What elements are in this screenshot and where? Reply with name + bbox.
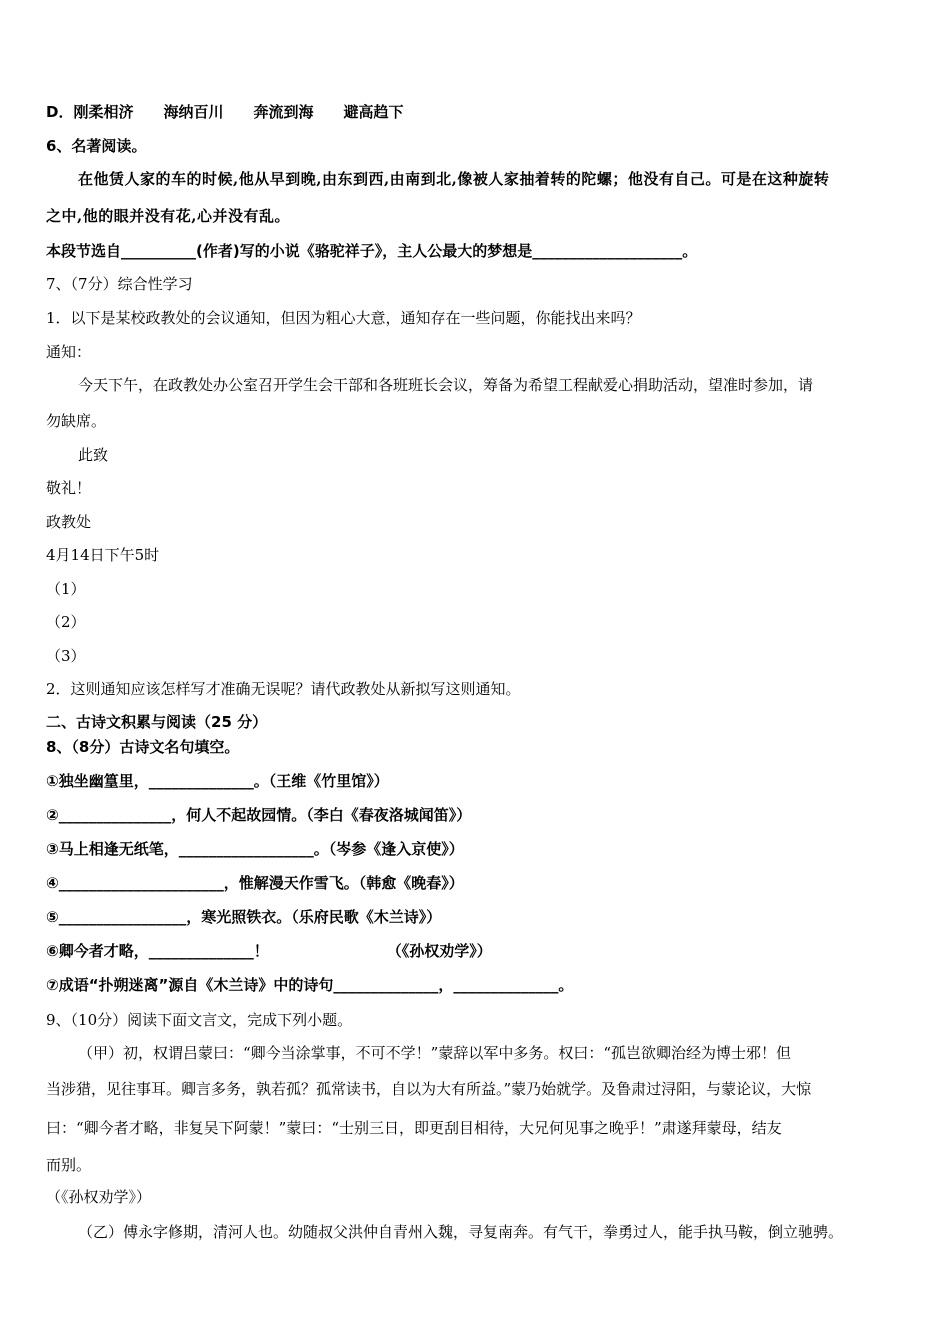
notice-closing-1: 此致 <box>78 446 109 464</box>
answer-blank-1: （1） <box>46 580 86 598</box>
question-7-heading: 7、（7分）综合性学习 <box>46 275 193 293</box>
notice-body-line-1: 今天下午，在政教处办公室召开学生会干部和各班班长会议，筹备为希望工程献爱心捐助活动，望准时参加，请 <box>78 376 814 394</box>
question-6-prompt: 本段节选自__________(作者)写的小说《骆驼祥子》，主人公最大的梦想是____________________。 <box>46 242 698 260</box>
question-8-heading: 8、（8分）古诗文名句填空。 <box>46 738 240 756</box>
fill-blank-7: ⑦成语“扑朔迷离”源自《木兰诗》中的诗句______________，______________。 <box>46 976 574 994</box>
question-7-part-1: 1．以下是某校政教处的会议通知，但因为粗心大意，通知存在一些问题，你能找出来吗？ <box>46 309 641 327</box>
notice-date: 4月14日下午5时 <box>46 546 160 564</box>
fill-blank-6 <box>46 940 916 962</box>
passage-a-line-4: 而别。 <box>46 1156 92 1174</box>
fill-blank-4: ④______________________，惟解漫天作雪飞。（韩愈《晚春》） <box>46 874 464 892</box>
question-9-heading: 9、（10分）阅读下面文言文，完成下列小题。 <box>46 1011 353 1029</box>
fill-blank-5: ⑤_________________，寒光照铁衣。（乐府民歌《木兰诗》） <box>46 908 442 926</box>
excerpt-line-2: 之中,他的眼并没有花,心并没有乱。 <box>46 207 290 225</box>
fill-blank-6-source: （《孙权劝学》） <box>386 942 492 960</box>
excerpt-line-1: 在他赁人家的车的时候,他从早到晚,由东到西,由南到北,像被人家抽着转的陀螺；他没有自己。可是在这种旋转 <box>78 170 830 188</box>
question-6-heading: 6、名著阅读。 <box>46 137 147 155</box>
fill-blank-6-text: ⑥卿今者才略，______________！ <box>46 942 269 960</box>
passage-a-line-2: 当涉猎，见往事耳。卿言多务，孰若孤？孤常读书，自以为大有所益。”蒙乃始就学。及鲁肃过浔阳，与蒙论议，大惊 <box>46 1080 812 1098</box>
passage-a-source: （《孙权劝学》） <box>46 1188 152 1206</box>
notice-closing-2: 敬礼！ <box>46 479 92 497</box>
fill-blank-1: ①独坐幽篁里，______________。（王维《竹里馆》） <box>46 772 389 790</box>
passage-a-line-1: （甲）初，权谓吕蒙曰：“卿今当涂掌事，不可不学！”蒙辞以军中多务。权曰：“孤岂欲卿治经为博士邪！但 <box>78 1044 792 1062</box>
fill-blank-2: ②_______________，何人不起故园情。（李白《春夜洛城闻笛》） <box>46 806 472 824</box>
section-2-heading: 二、古诗文积累与阅读（25 分） <box>46 713 268 731</box>
notice-body-line-2: 勿缺席。 <box>46 412 107 430</box>
answer-blank-3: （3） <box>46 647 86 665</box>
question-7-part-2: 2．这则通知应该怎样写才准确无误呢？请代政教处从新拟写这则通知。 <box>46 680 521 698</box>
passage-b-line-1: （乙）傅永字修期，清河人也。幼随叔父洪仲自青州入魏，寻复南奔。有气干，拳勇过人，能手执马鞍，倒立驰骋。 <box>78 1223 844 1241</box>
notice-signature: 政教处 <box>46 513 92 531</box>
passage-a-line-3: 曰：“卿今者才略，非复吴下阿蒙！”蒙曰：“士别三日，即更刮目相待，大兄何见事之晚乎！”肃遂拜蒙母，结友 <box>46 1119 782 1137</box>
option-d-line: D．刚柔相济 海纳百川 奔流到海 避高趋下 <box>46 103 404 121</box>
fill-blank-3: ③马上相逢无纸笔，__________________。（岑参《逢入京使》） <box>46 840 464 858</box>
answer-blank-2: （2） <box>46 613 86 631</box>
notice-title: 通知： <box>46 343 92 361</box>
